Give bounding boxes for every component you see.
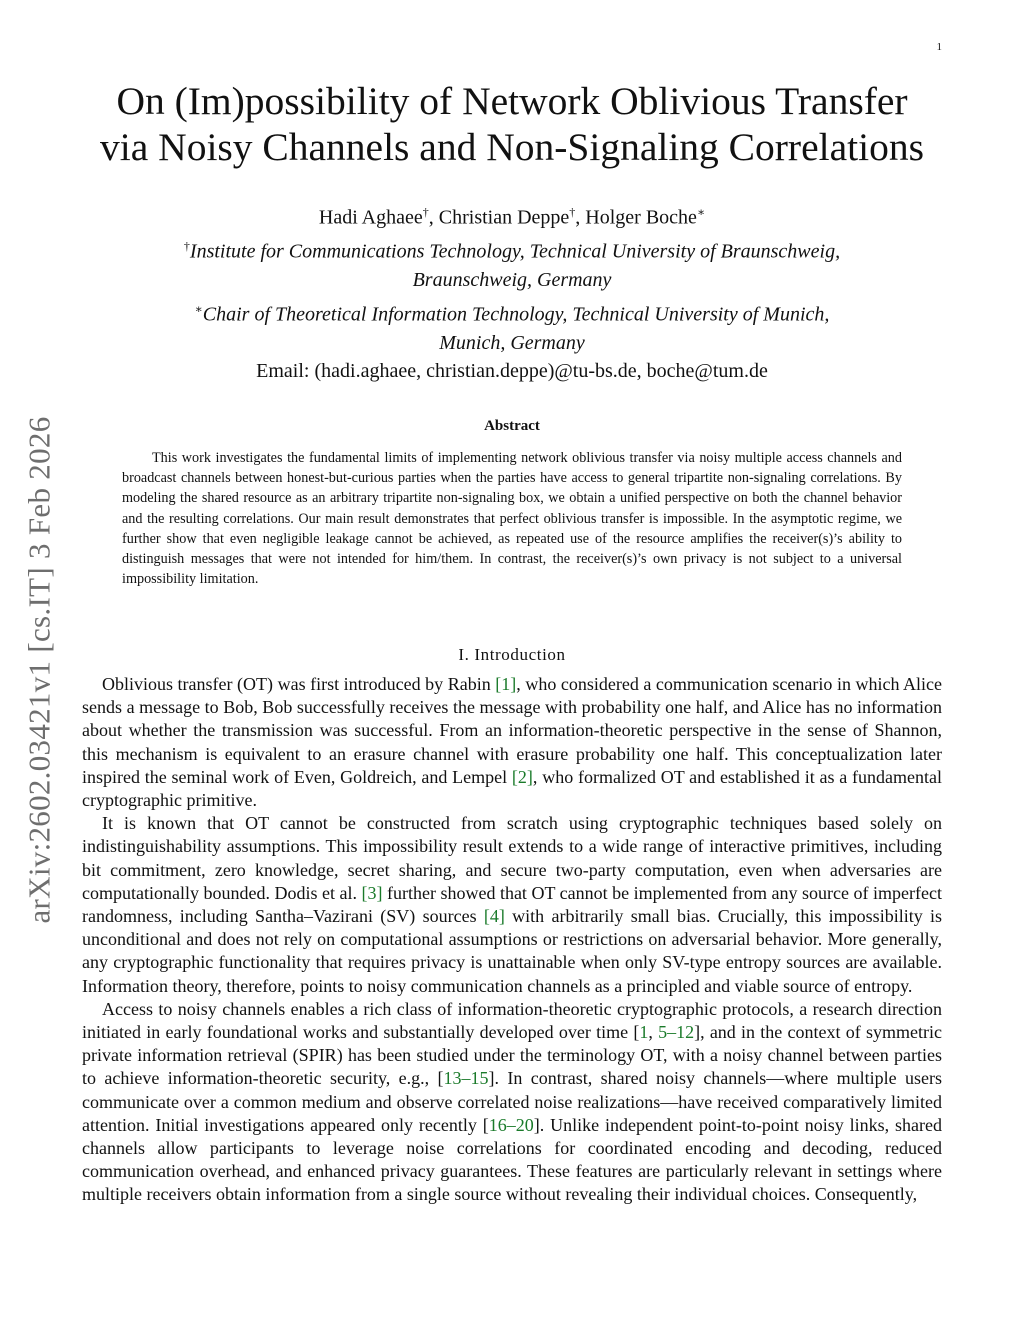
citation-link[interactable]: [3] bbox=[361, 882, 383, 903]
affiliation-1-location: Braunschweig, Germany bbox=[412, 269, 612, 292]
title-line-2: via Noisy Channels and Non-Signaling Correlations bbox=[100, 125, 924, 169]
dagger-mark: † bbox=[569, 205, 576, 219]
author-1: Hadi Aghaee bbox=[318, 206, 423, 229]
title-line-1: On (Im)possibility of Network Oblivious Transfer bbox=[116, 79, 908, 123]
citation-link[interactable]: [2] bbox=[511, 766, 533, 787]
citation-link[interactable]: 12 bbox=[676, 1022, 695, 1043]
paragraph-2: It is known that OT cannot be constructed from scratch using cryptographic techniques based solely on indistinguishability assumptions. This impossibility result extends to a wide range of interactive primitives, including bit commitment, zero knowledge, secret sharing, and secure two-party computation, even when adversaries are computationally bounded. Dodis et al. [3] further showed that OT cannot be implemented from any source of imperfect randomness, including Santha–Vazirani (SV) sources [4] with arbitrarily small bias. Crucially, this impossibility is unconditional and does not rely on computational assumptions or restrictions on adversarial behavior. More generally, any cryptographic functionality that requires privacy is unattainable when only SV-type entropy sources are available. Information theory, therefore, points to noisy communication channels as a principled and viable source of entropy. bbox=[82, 813, 942, 996]
paragraph-3: Access to noisy channels enables a rich class of information-theoretic cryptographic protocols, a research direction initiated in early foundational works and substantially developed over time [1, 5–12], and in the context of symmetric private information retrieval (SPIR) has been studied under the terminology OT, with a noisy channel between parties to achieve information-theoretic security, e.g., [13–15]. In contrast, shared noisy channels—where multiple users communicate over a common medium and observe correlated noise realizations—have received comparatively limited attention. Initial investigations appeared only recently [16–20]. Unlike independent point-to-point noisy links, shared channels allow participants to leverage noise correlations for coordinated encoding and decoding, reduced communication overhead, and enhanced privacy guarantees. These features are particularly relevant in settings where multiple receivers obtain information from a single source without revealing their individual choices. Consequently, bbox=[82, 998, 942, 1205]
paper-title bbox=[70, 78, 954, 170]
citation-link[interactable]: 1 bbox=[639, 1022, 649, 1043]
dagger-mark: † bbox=[422, 205, 429, 219]
abstract-heading: Abstract bbox=[484, 418, 540, 434]
affiliation-1: †Institute for Communications Technology, Technical University of Braunschweig, bbox=[183, 239, 841, 263]
citation-link[interactable]: [1] bbox=[495, 674, 517, 694]
star-mark: ∗ bbox=[194, 301, 203, 316]
abstract-text: This work investigates the fundamental limits of implementing network oblivious transfer via noisy multiple access channels and broadcast channels between honest-but-curious parties when the parties have access to general tripartite non-signaling correlations. By modeling the shared resource as an arbitrary tripartite non-signaling box, we obtain a unified perspective on both the channel behavior and the resulting correlations. Our main result demonstrates that perfect oblivious transfer is impossible. In the asymptotic regime, we further show that even negligible leakage cannot be achieved, as repeated use of the resource amplifies the receiver(s)’s ability to distinguish messages that were not intended for him/them. In contrast, the receiver(s)’s own privacy is not subject to a universal impossibility limitation. bbox=[122, 450, 902, 588]
author-emails: Email: (hadi.aghaee, christian.deppe)@tu-bs.de, boche@tum.de bbox=[256, 360, 768, 383]
author-block bbox=[70, 198, 954, 386]
section-heading-introduction: I. Introduction bbox=[458, 645, 566, 664]
arxiv-side-identifier bbox=[4, 390, 76, 950]
affiliation-2-location: Munich, Germany bbox=[439, 331, 585, 354]
author-2: Christian Deppe bbox=[438, 206, 570, 229]
citation-link[interactable]: 15 bbox=[470, 1068, 489, 1089]
citation-link[interactable]: [4] bbox=[483, 906, 505, 927]
paragraph-1: Oblivious transfer (OT) was first introduced by Rabin [1], who considered a communication scenario in which Alice sends a message to Bob, Bob successfully receives the message with probability one half, and Alice has no information about whether the transmission was successful. From an information-theoretic perspective in the sense of Shannon, this mechanism is equivalent to an erasure channel with erasure probability one half. This conceptualization later inspired the seminal work of Even, Goldreich, and Lempel [2], who formalized OT and established it as a fundamental cryptographic primitive. bbox=[82, 674, 943, 811]
introduction-body bbox=[82, 673, 942, 1207]
citation-link[interactable]: 20 bbox=[515, 1114, 534, 1135]
author-3: Holger Boche bbox=[585, 206, 697, 229]
author-line: Hadi Aghaee†, Christian Deppe†, Holger Boche∗ bbox=[318, 205, 706, 229]
affiliation-2: ∗Chair of Theoretical Information Technology, Technical University of Munich, bbox=[194, 301, 830, 326]
citation-link[interactable]: 13 bbox=[443, 1068, 462, 1089]
citation-link[interactable]: 16 bbox=[488, 1114, 507, 1135]
page-number: 1 bbox=[936, 41, 942, 53]
citation-link[interactable]: 5 bbox=[658, 1022, 668, 1043]
arxiv-identifier-text: arXiv:2602.03421v1 [cs.IT] 3 Feb 2026 bbox=[22, 416, 57, 924]
star-mark: ∗ bbox=[696, 205, 706, 219]
dagger-mark: † bbox=[183, 239, 190, 254]
